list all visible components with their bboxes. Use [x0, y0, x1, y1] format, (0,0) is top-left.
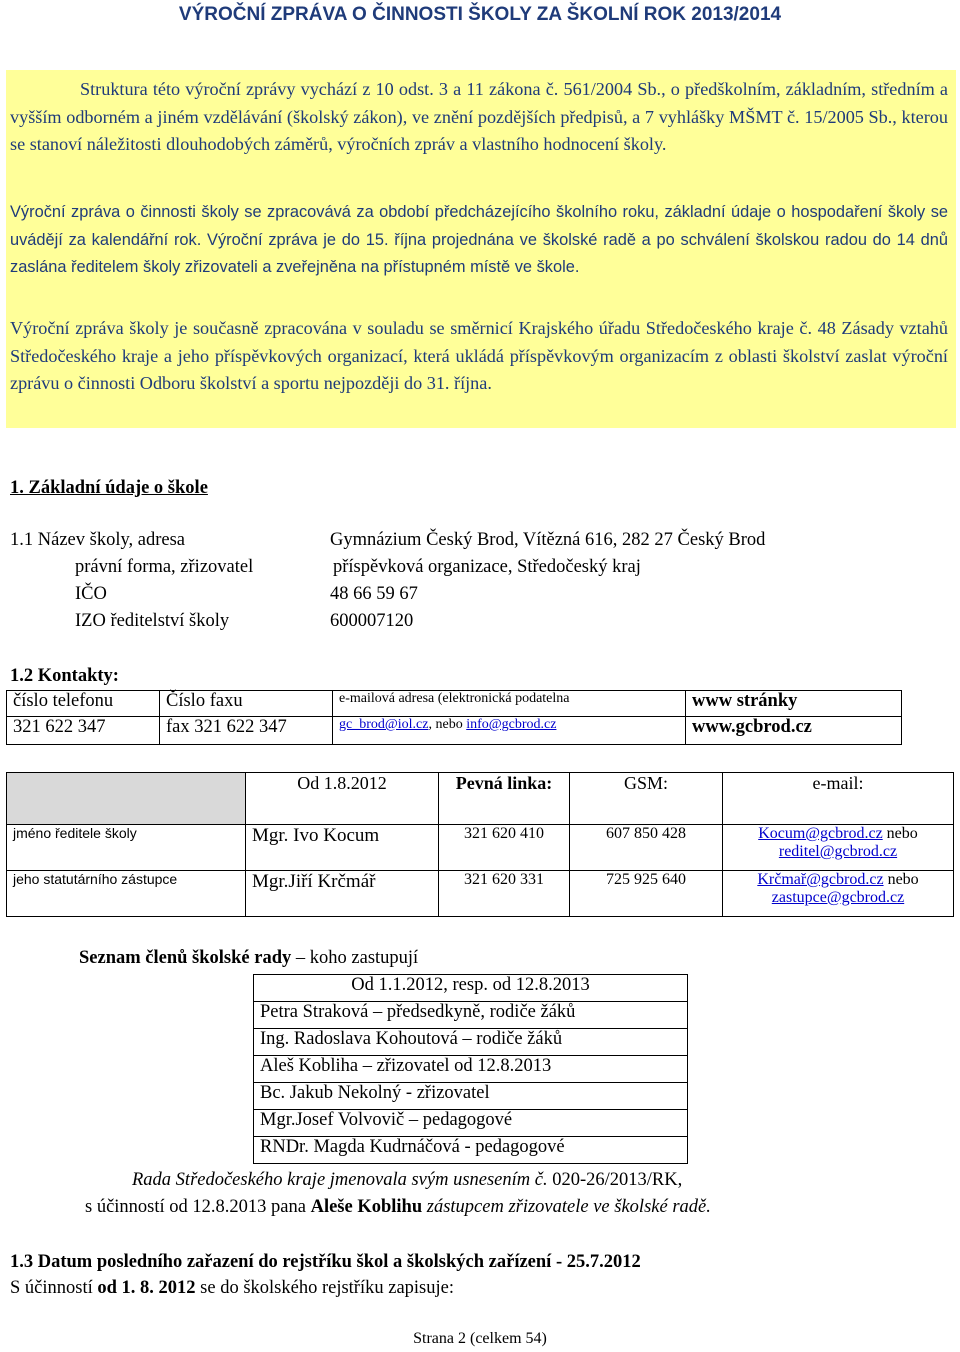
header-email: e-mailová adresa (elektronická podatelna	[333, 691, 686, 717]
council-member: Petra Straková – předsedkyně, rodiče žáků	[254, 1002, 688, 1029]
mgmt-header-gsm: GSM:	[570, 773, 723, 825]
mgmt-header-from: Od 1.8.2012	[246, 773, 439, 825]
header-phone: číslo telefonu	[7, 691, 160, 717]
contacts-value-row	[7, 717, 902, 745]
ico-label: IČO	[75, 584, 107, 604]
page-footer: Strana 2 (celkem 54)	[413, 1330, 547, 1347]
mgmt-corner-cell	[7, 773, 246, 825]
mgmt-row-deputy	[7, 871, 954, 917]
council-member: Bc. Jakub Nekolný - zřizovatel	[254, 1083, 688, 1110]
council-member: RNDr. Magda Kudrnáčová - pedagogové	[254, 1137, 688, 1164]
section-1-title: 1. Základní údaje o škole	[10, 478, 208, 498]
council-member: Aleš Kobliha – zřizovatel od 12.8.2013	[254, 1056, 688, 1083]
contacts-header-row	[7, 691, 902, 717]
web-value[interactable]: www.gcbrod.cz	[686, 717, 902, 745]
registry-line: S účinností od 1. 8. 2012 se do školského rejstříku zapisuje:	[10, 1278, 454, 1298]
deputy-gsm: 725 925 640	[570, 871, 723, 917]
intro-paragraph-2: Výroční zpráva o činnosti školy se zpracovává za období předcházejícího školního roku, základní údaje o hospodaření školy se uvádějí za kalendářní rok. Výroční zpráva je do 15. října projednána ve školské radě a po schválení školskou radou do 14 dnů zaslána ředitelem školy zřizovateli a zveřejněna na přístupném místě ve škole.	[10, 203, 948, 276]
legal-form-label: právní forma, zřizovatel	[75, 557, 254, 577]
email-link-1[interactable]: gc_brod@iol.cz	[339, 717, 429, 732]
mgmt-header-email: e-mail:	[723, 773, 954, 825]
council-title: Seznam členů školské rady – koho zastupují	[79, 948, 419, 968]
director-email-link-1[interactable]: Kocum@gcbrod.cz	[758, 825, 883, 842]
council-member: Ing. Radoslava Kohoutová – rodiče žáků	[254, 1029, 688, 1056]
school-name-label: 1.1 Název školy, adresa	[10, 530, 186, 550]
deputy-name: Mgr.Jiří Krčmář	[246, 871, 439, 917]
council-header: Od 1.1.2012, resp. od 12.8.2013	[254, 975, 688, 1002]
school-name-value: Gymnázium Český Brod, Vítězná 616, 282 27 Český Brod	[330, 530, 766, 550]
intro-paragraph-3: Výroční zpráva školy je současně zpracována v souladu se směrnicí Krajského úřadu Středočeského kraje č. 48 Zásady vztahů Středočeského kraje a jeho příspěvkových organizací, která ukládá příspěvkovým organizacím z oblasti školství zaslat výroční zprávu o činnosti Odboru školství a sportu nejpozději do 31. října.	[10, 318, 948, 393]
director-line: 321 620 410	[439, 825, 570, 871]
mgmt-row-director	[7, 825, 954, 871]
header-web: www stránky	[686, 691, 902, 717]
email-link-2[interactable]: info@gcbrod.cz	[466, 717, 557, 732]
council-note-1: Rada Středočeského kraje jmenovala svým usnesením č. 020-26/2013/RK,	[132, 1170, 683, 1190]
registry-title: 1.3 Datum posledního zařazení do rejstříku škol a školských zařízení - 25.7.2012	[10, 1252, 641, 1272]
contacts-title: 1.2 Kontakty:	[10, 666, 119, 686]
fax-value: fax 321 622 347	[160, 717, 333, 745]
phone-value: 321 622 347	[7, 717, 160, 745]
contacts-table	[6, 690, 902, 745]
deputy-email-cell: Krčmař@gcbrod.cz nebo zastupce@gcbrod.cz	[723, 871, 954, 917]
council-note-2: s účinností od 12.8.2013 pana Aleše Koblihu zástupcem zřizovatele ve školské radě.	[85, 1197, 711, 1217]
header-fax: Číslo faxu	[160, 691, 333, 717]
director-label: jméno ředitele školy	[7, 825, 246, 871]
director-gsm: 607 850 428	[570, 825, 723, 871]
mgmt-header-row	[7, 773, 954, 825]
intro-paragraph-1: Struktura této výroční zprávy vychází z 10 odst. 3 a 11 zákona č. 561/2004 Sb., o předškolním, základním, středním a vyšším odborném a jiném vzdělávání (školský zákon), ve znění pozdějších předpisů, a 7 vyhlášky MŠMT č. 15/2005 Sb., kterou se stanoví náležitosti dlouhodobých záměrů, výročních zpráv a vlastního hodnocení školy.	[10, 79, 948, 154]
page-header-title: VÝROČNÍ ZPRÁVA O ČINNOSTI ŠKOLY ZA ŠKOLNÍ ROK 2013/2014	[178, 4, 782, 25]
management-table	[6, 772, 954, 917]
council-table	[253, 974, 688, 1164]
director-email-link-2[interactable]: reditel@gcbrod.cz	[778, 843, 898, 860]
izo-label: IZO ředitelství školy	[75, 611, 230, 631]
ico-value: 48 66 59 67	[330, 584, 418, 604]
mgmt-header-line: Pevná linka:	[439, 773, 570, 825]
deputy-line: 321 620 331	[439, 871, 570, 917]
legal-form-value: příspěvková organizace, Středočeský kraj	[333, 557, 641, 577]
council-member: Mgr.Josef Volvovič – pedagogové	[254, 1110, 688, 1137]
email-cell: gc_brod@iol.cz, nebo info@gcbrod.cz	[333, 717, 686, 745]
deputy-email-link-2[interactable]: zastupce@gcbrod.cz	[771, 889, 905, 906]
director-email-cell: Kocum@gcbrod.cz nebo reditel@gcbrod.cz	[723, 825, 954, 871]
deputy-label: jeho statutárního zástupce	[7, 871, 246, 917]
director-name: Mgr. Ivo Kocum	[246, 825, 439, 871]
deputy-email-link-1[interactable]: Krčmař@gcbrod.cz	[757, 871, 884, 888]
izo-value: 600007120	[330, 611, 414, 631]
